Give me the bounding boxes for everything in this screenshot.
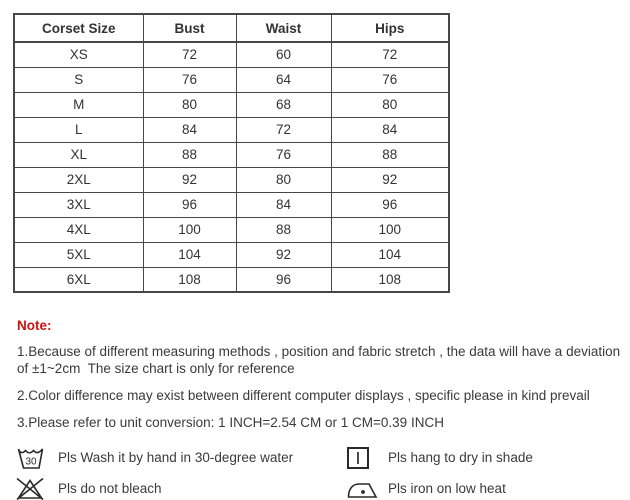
header-corset-size: Corset Size	[14, 14, 143, 42]
care-item-handwash	[16, 444, 346, 471]
table-row	[14, 117, 449, 142]
table-row	[14, 42, 449, 67]
hips-cell: 108	[331, 267, 449, 292]
care-instructions	[16, 444, 630, 500]
note-item-2: 2.Color difference may exist between different computer displays , specific please in kind prevail	[17, 388, 590, 403]
note-item-1: 1.Because of different measuring methods , position and fabric stretch , the data will have a deviation of ±1~2cm The size chart is only for reference	[17, 344, 624, 376]
size-cell: XS	[14, 42, 143, 67]
hips-cell: 92	[331, 167, 449, 192]
bust-cell: 84	[143, 117, 236, 142]
hips-cell: 88	[331, 142, 449, 167]
header-waist: Waist	[236, 14, 331, 42]
header-hips: Hips	[331, 14, 449, 42]
size-cell: S	[14, 67, 143, 92]
waist-cell: 80	[236, 167, 331, 192]
table-row	[14, 192, 449, 217]
bust-cell: 80	[143, 92, 236, 117]
waist-cell: 64	[236, 67, 331, 92]
bust-cell: 104	[143, 242, 236, 267]
bust-cell: 100	[143, 217, 236, 242]
bust-cell: 76	[143, 67, 236, 92]
do-not-bleach-icon	[16, 477, 58, 500]
note-item-3: 3.Please refer to unit conversion: 1 INCH=2.54 CM or 1 CM=0.39 INCH	[17, 415, 444, 430]
hips-cell: 84	[331, 117, 449, 142]
table-row	[14, 142, 449, 167]
size-cell: 6XL	[14, 267, 143, 292]
bust-cell: 72	[143, 42, 236, 67]
waist-cell: 68	[236, 92, 331, 117]
note-heading: Note:	[17, 318, 52, 333]
svg-text:30: 30	[25, 456, 37, 467]
size-cell: 4XL	[14, 217, 143, 242]
care-label: Pls do not bleach	[58, 481, 162, 496]
size-cell: 5XL	[14, 242, 143, 267]
waist-cell: 76	[236, 142, 331, 167]
care-label: Pls iron on low heat	[388, 481, 506, 496]
hips-cell: 76	[331, 67, 449, 92]
waist-cell: 88	[236, 217, 331, 242]
waist-cell: 72	[236, 117, 331, 142]
hips-cell: 72	[331, 42, 449, 67]
hips-cell: 100	[331, 217, 449, 242]
care-label: Pls Wash it by hand in 30-degree water	[58, 450, 294, 465]
bust-cell: 108	[143, 267, 236, 292]
hips-cell: 104	[331, 242, 449, 267]
waist-cell: 84	[236, 192, 331, 217]
care-label: Pls hang to dry in shade	[388, 450, 533, 465]
size-cell: XL	[14, 142, 143, 167]
table-row	[14, 217, 449, 242]
hang-dry-icon	[346, 446, 388, 470]
waist-cell: 96	[236, 267, 331, 292]
table-row	[14, 242, 449, 267]
size-chart-table	[13, 13, 450, 293]
bust-cell: 88	[143, 142, 236, 167]
handwash-30-icon	[16, 446, 58, 470]
iron-low-heat-icon	[346, 478, 388, 500]
table-row	[14, 167, 449, 192]
size-cell: 3XL	[14, 192, 143, 217]
table-row	[14, 67, 449, 92]
hips-cell: 96	[331, 192, 449, 217]
header-bust: Bust	[143, 14, 236, 42]
size-cell: L	[14, 117, 143, 142]
hips-cell: 80	[331, 92, 449, 117]
care-item-iron	[346, 475, 630, 500]
care-item-hang-dry	[346, 444, 630, 471]
waist-cell: 92	[236, 242, 331, 267]
size-cell: M	[14, 92, 143, 117]
waist-cell: 60	[236, 42, 331, 67]
bust-cell: 92	[143, 167, 236, 192]
table-row	[14, 267, 449, 292]
table-header-row	[14, 14, 449, 42]
size-cell: 2XL	[14, 167, 143, 192]
bust-cell: 96	[143, 192, 236, 217]
care-item-no-bleach	[16, 475, 346, 500]
table-row	[14, 92, 449, 117]
